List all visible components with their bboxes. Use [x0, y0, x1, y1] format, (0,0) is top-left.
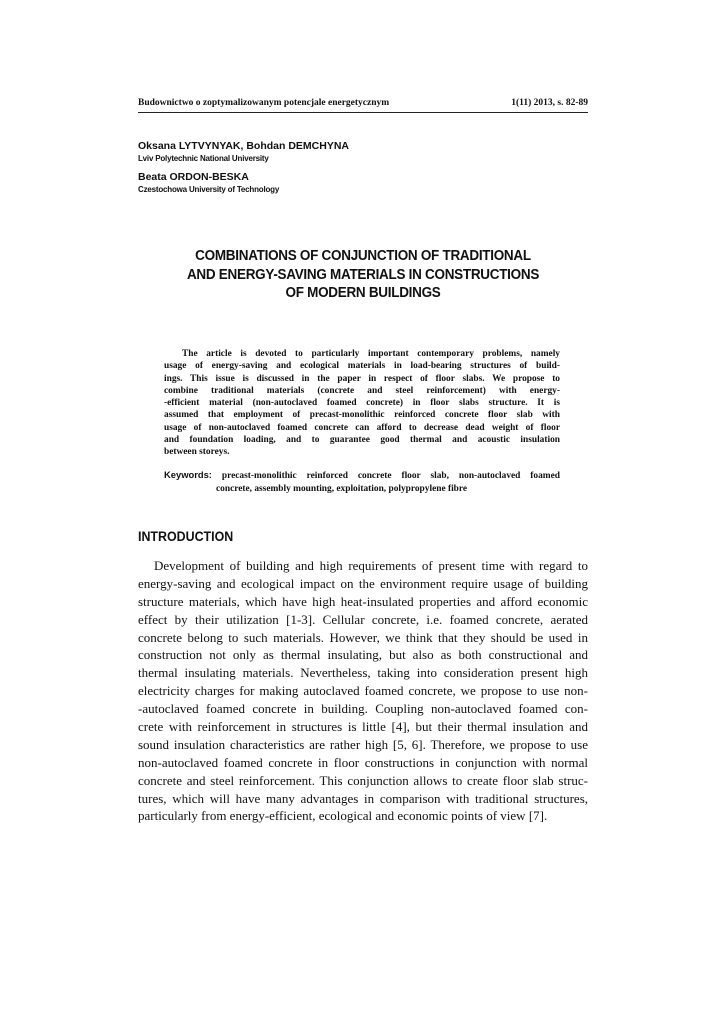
body-line: concrete belong to such materials. However, we think that they should be used in — [138, 629, 588, 645]
author-block — [138, 139, 588, 196]
body-line: sound insulation characteristics are rather high [5, 6]. Therefore, we propose to use — [138, 736, 588, 752]
title-line: AND ENERGY-SAVING MATERIALS IN CONSTRUCTIONS — [186, 266, 540, 283]
body-line: particularly from energy-efficient, ecological and economic points of view [7]. — [138, 808, 548, 824]
body-line: construction not only as thermal insulating, but also as both constructional and — [138, 647, 588, 663]
body-line: concrete and steel reinforcement. This conjunction allows to create floor slab struc- — [138, 772, 588, 788]
body-line: effect by their utilization [1-3]. Cellular concrete, i.e. foamed concrete, aerated — [138, 611, 588, 627]
body-line: crete with reinforcement in structures is little [4], but their thermal insulation and — [138, 719, 588, 735]
abstract-line: usage of energy-saving and ecological materials in load-bearing structures of build- — [164, 361, 560, 372]
keywords-line: concrete, assembly mounting, exploitation, polypropylene fibre — [216, 484, 468, 494]
keywords-line: precast-monolithic reinforced concrete floor slab, non-autoclaved foamed — [221, 471, 560, 481]
body-line: electricity charges for making autoclaved foamed concrete, we propose to use non- — [138, 683, 588, 699]
title-line: OF MODERN BUILDINGS — [285, 285, 441, 301]
author-names: Oksana LYTVYNYAK, Bohdan DEMCHYNA — [138, 140, 350, 152]
keywords-label: Keywords: — [164, 469, 212, 480]
issue-info: 1(11) 2013, s. 82-89 — [511, 98, 588, 108]
paper-title — [154, 247, 573, 303]
keywords — [164, 468, 560, 496]
abstract-line: -efficient material (non-autoclaved foamed concrete) in floor slabs structure. It is — [164, 398, 560, 409]
body-line: -autoclaved foamed concrete in building. Coupling non-autoclaved foamed con- — [138, 701, 588, 717]
body-line: thermal insulating materials. Nevertheless, taking into consideration present high — [138, 665, 588, 681]
abstract-line: The article is devoted to particularly important contemporary problems, namely — [182, 349, 560, 359]
body-line: tures, which will have many advantages in comparison with traditional structures, — [138, 790, 588, 806]
author-names: Beata ORDON-BESKA — [138, 171, 249, 183]
running-header — [138, 96, 588, 113]
abstract-line: and foundation loading, and to guarantee good thermal and acoustic insulation — [164, 435, 560, 446]
author-affiliation: Czestochowa University of Technology — [138, 185, 280, 194]
title-line: COMBINATIONS OF CONJUNCTION OF TRADITIONAL — [195, 248, 531, 264]
abstract-line: between storeys. — [164, 447, 230, 458]
body-line: Development of building and high requirements of present time with regard to — [154, 558, 588, 573]
abstract-line: ings. This issue is discussed in the paper in respect of floor slabs. We propose to — [164, 373, 560, 384]
body-paragraph — [138, 557, 588, 825]
journal-name: Budownictwo o zoptymalizowanym potencjale energetycznym — [138, 98, 390, 108]
author-affiliation: Lviv Polytechnic National University — [138, 154, 269, 163]
body-line: energy-saving and ecological impact on the environment require usage of building — [138, 575, 588, 591]
abstract — [164, 348, 560, 459]
body-line: non-autoclaved foamed concrete in floor constructions in conjunction with normal — [138, 754, 588, 770]
body-line: structure materials, which have high heat-insulated properties and afford economic — [138, 593, 588, 609]
abstract-line: assumed that employment of precast-monolithic reinforced concrete floor slab with — [164, 410, 560, 421]
abstract-line: usage of non-autoclaved foamed concrete can afford to decrease dead weight of floor — [164, 422, 560, 433]
section-heading: INTRODUCTION — [138, 529, 234, 544]
abstract-line: combine traditional materials (concrete and steel reinforcement) with energy- — [164, 385, 560, 396]
